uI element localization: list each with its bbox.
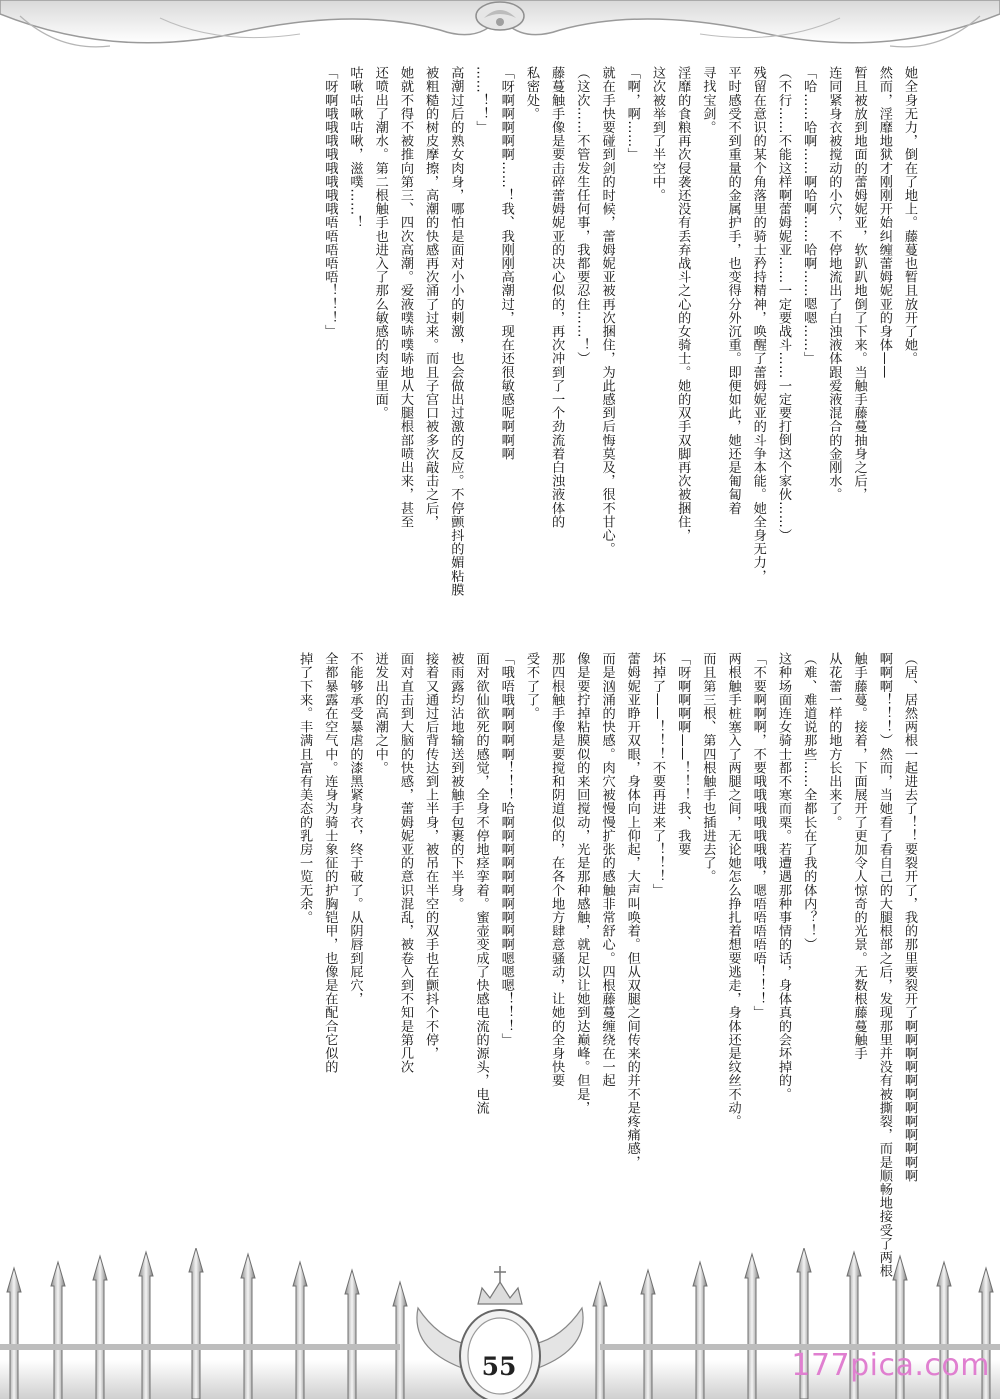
text-column: 高潮过后的熟女肉身，哪怕是面对小小的刺激，也会做出过激的反应。不停颤抖的媚粘膜 — [448, 66, 464, 597]
text-column: 不能够承受暴虐的漆黑紧身衣，终于破了。从阴唇到屁穴， — [347, 652, 363, 1006]
text-column: 迸发出的高潮之中。 — [372, 652, 388, 775]
text-column: （居、居然两根一起进去了！！要裂开了，我的那里要裂开了啊啊啊啊啊啊啊啊啊啊啊啊 — [902, 652, 917, 1183]
text-column: 面对欲仙欲死的感觉，全身不停地痉挛着。蜜壶变成了快感电流的源头，电流 — [473, 652, 489, 1115]
text-column: ……！！」 — [473, 66, 489, 134]
text-column: 而是汹涌的快感。肉穴被慢慢扩张的感触非常舒心。四根藤蔓缠绕在一起 — [599, 652, 615, 1088]
curtain-arch-decoration — [0, 0, 1000, 70]
text-column: 蕾姆妮亚睁开双眼，身体向上仰起，大声叫唤着。但从双腿之间传来的并不是疼痛感， — [624, 652, 640, 1169]
text-column: 被粗糙的树皮摩擦，高潮的快感再次涌了过来。而且子宫口被多次敲击之后， — [423, 66, 439, 529]
text-column: （不行……不能这样啊蕾姆妮亚……一定要战斗……一定要打倒这个家伙……） — [775, 66, 791, 542]
page-number: 55 — [481, 1352, 517, 1381]
text-column: 「哦唔哦啊啊啊啊！！！哈啊啊啊啊啊啊啊啊啊啊嗯嗯嗯！！！」 — [498, 652, 514, 1047]
text-column: 寻找宝剑。 — [700, 66, 716, 134]
text-column: 掉了下来。丰满且富有美态的乳房一览无余。 — [297, 652, 313, 924]
text-column: 这次被举到了半空中。 — [649, 66, 665, 202]
text-column: 残留在意识的某个角落里的骑士矜持精神，唤醒了蕾姆妮亚的斗争本能。她全身无力， — [750, 66, 766, 583]
text-column: 两根触手桩塞入了两腿之间，无论她怎么挣扎着想要逃走，身体还是纹丝不动。 — [725, 652, 741, 1128]
text-column: 「呀啊哦哦哦哦哦哦哦哦唔唔唔唔唔！！！」 — [322, 66, 338, 338]
text-column: 平时感受不到重量的金属护手，也变得分外沉重。即便如此，她还是匍匐着 — [725, 66, 741, 515]
text-column: 然而，淫靡地狱才刚刚开始纠缠蕾姆妮亚的身体—— — [876, 66, 892, 379]
text-column: 她全身无力，倒在了地上。藤蔓也暂且放开了她。 — [902, 66, 917, 366]
text-column: 接着又通过后背传达到上半身，被吊在半空的双手也在颤抖个不停， — [423, 652, 439, 1060]
watermark-text: 177pica.com — [791, 1348, 990, 1383]
text-column: （这次……不管发生任何事，我都要忍住……！） — [574, 66, 590, 366]
text-column: 暂且被放到地面的蕾姆妮亚，软趴趴地倒了下来。当触手藤蔓抽身之后， — [851, 66, 867, 502]
text-column: 面对直击到大脑的快感，蕾姆妮亚的意识混乱，被卷入到不知是第几次 — [397, 652, 413, 1074]
text-column: 被雨露均沾地输送到被触手包裹的下半身。 — [448, 652, 464, 911]
text-column: 像是要拧掉粘膜似的来回搅动，光是那种感触，就足以让她到达巅峰。但是， — [574, 652, 590, 1115]
text-column: 还喷出了潮水。第二根触手也进入了那么敏感的肉壶里面。 — [372, 66, 388, 420]
text-column: 就在手快要碰到剑的时候，蕾姆妮亚被再次捆住，为此感到后悔莫及，很不甘心。 — [599, 66, 615, 556]
text-column: 啊啊啊！！！）然而，当她看了看自己的大腿根部之后，发现那里并没有被撕裂，而是顺畅地接受了两根 — [876, 652, 892, 1278]
text-column: 「不要啊啊啊，不要哦哦哦哦哦哦哦，嗯唔唔唔唔唔！！！」 — [750, 652, 766, 1020]
text-column: 「呀啊啊啊啊啊……！我、我刚刚高潮过，现在还很敏感呢啊啊啊 — [498, 66, 514, 461]
text-column: 那四根触手像是要搅和阴道似的，在各个地方肆意骚动，让她的全身快要 — [549, 652, 565, 1088]
text-column: 而且第三根、第四根触手也插进去了。 — [700, 652, 716, 884]
text-column: 触手藤蔓。接着，下面展开了更加令人惊奇的光景。无数根藤蔓触手 — [851, 652, 867, 1060]
text-column: 坏掉了——！！！不要再进来了！！！」 — [649, 652, 665, 897]
text-column: 淫靡的食粮再次侵袭还没有丢弃战斗之心的女骑士。她的双手双脚再次被捆住， — [675, 66, 691, 542]
text-block-lower — [292, 652, 922, 1292]
text-column: 藤蔓触手像是要击碎蕾姆妮亚的决心似的，再次冲到了一个劲流着白浊液体的 — [549, 66, 565, 529]
text-column: 从花蕾一样的地方长出来了。 — [826, 652, 842, 829]
text-column: 她就不得不被推向第三、四次高潮。爱液噗哧噗哧地从大腿根部喷出来，甚至 — [397, 66, 413, 529]
text-column: 「啊，啊……」 — [624, 66, 640, 162]
text-column: 「呀啊啊啊啊——！！！我、我要 — [675, 652, 691, 856]
text-column: 咕啾咕啾咕啾，滋噗……！ — [347, 66, 363, 230]
text-column: （难、难道说那些……全都长在了我的体内？！） — [801, 652, 817, 952]
text-column: 全都暴露在空气中。连身为骑士象征的护胸铠甲，也像是在配合它似的 — [322, 652, 338, 1074]
text-column: 私密处。 — [523, 66, 539, 121]
text-column: 「哈……哈啊……啊哈啊……哈啊……嗯嗯……」 — [801, 66, 817, 366]
text-column: 连同紧身衣被搅动的小穴，不停地流出了白浊液体跟爱液混合的金刚水。 — [826, 66, 842, 502]
text-block-upper — [317, 66, 922, 597]
text-column: 受不了了。 — [523, 652, 539, 720]
text-column: 这种场面连女骑士都不寒而栗。若遭遇那种事情的话，身体真的会坏掉的。 — [775, 652, 791, 1101]
